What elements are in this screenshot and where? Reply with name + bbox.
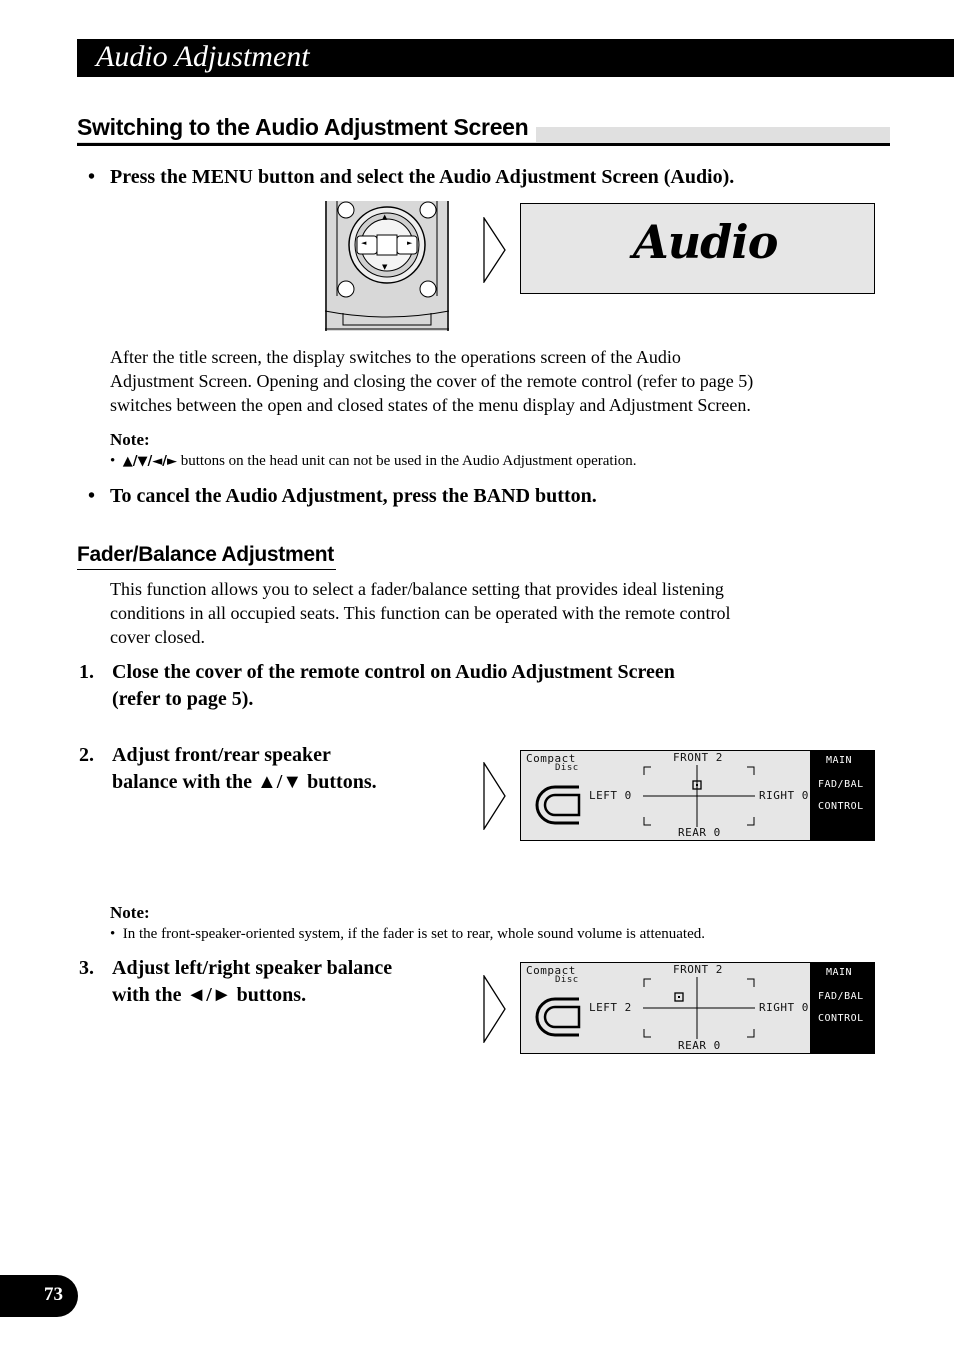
menu-item-main: MAIN xyxy=(826,755,853,766)
balance-grid xyxy=(639,973,759,1041)
page-title-bar xyxy=(77,39,954,77)
page-number-tab xyxy=(0,1275,78,1317)
arrow-right-icon xyxy=(483,217,507,283)
note-label: Note: xyxy=(110,430,150,449)
arrow-buttons-icon: ▲/▼/◄/► xyxy=(122,454,177,469)
arrow-right-icon xyxy=(483,975,507,1043)
menu-item-control: CONTROL xyxy=(818,801,864,812)
bullet-mark: • xyxy=(88,485,96,507)
left-level-label: LEFT 2 xyxy=(589,1001,632,1014)
intro-paragraph xyxy=(110,345,890,417)
step-3-text xyxy=(112,955,452,1009)
bullet-mark: • xyxy=(88,166,96,188)
note-front-speaker-system xyxy=(110,924,910,944)
fader-balance-display-front xyxy=(520,750,875,841)
section-heading-switching xyxy=(77,112,890,146)
menu-item-main: MAIN xyxy=(826,967,853,978)
step-line: balance with the ▲/▼ buttons. xyxy=(112,771,377,793)
source-sublabel: Disc xyxy=(555,763,579,773)
page-title: Audio Adjustment xyxy=(96,40,310,73)
step-2-text xyxy=(112,742,452,796)
front-level-label: FRONT 2 xyxy=(673,751,723,764)
front-level-label: FRONT 2 xyxy=(673,963,723,976)
left-level-label: LEFT 0 xyxy=(589,789,632,802)
section-heading-fader-balance: Fader/Balance Adjustment xyxy=(77,541,336,570)
instruction-press-menu: Press the MENU button and select the Audio Adjustment Screen (Audio). xyxy=(110,166,735,188)
source-sublabel: Disc xyxy=(555,975,579,985)
left-arrow-icon: ◄ xyxy=(361,239,367,247)
up-arrow-icon: ▲ xyxy=(382,213,388,221)
step-number: 1. xyxy=(79,661,94,683)
intro-paragraph-line: After the title screen, the display switches to the operations screen of the Audio xyxy=(110,347,681,367)
fader-paragraph xyxy=(110,577,890,649)
menu-panel xyxy=(810,963,874,1053)
step-line: (refer to page 5). xyxy=(112,688,254,710)
right-arrow-icon: ► xyxy=(407,239,413,247)
rear-level-label: REAR 0 xyxy=(678,826,721,839)
note-bullet: • xyxy=(110,453,116,469)
step-1-text xyxy=(112,659,872,713)
intro-paragraph-line: switches between the open and closed states of the menu display and Adjustment Screen. xyxy=(110,395,751,415)
step-line: Adjust left/right speaker balance xyxy=(112,957,393,979)
arrow-right-icon xyxy=(483,762,507,830)
right-level-label: RIGHT 0 xyxy=(759,789,809,802)
menu-item-fad-bal: FAD/BAL xyxy=(818,991,864,1002)
note-text: buttons on the head unit can not be used in the Audio Adjustment operation. xyxy=(180,453,637,469)
fader-paragraph-line: This function allows you to select a fader/balance setting that provides ideal listening xyxy=(110,579,724,599)
remote-control-illustration xyxy=(325,201,449,331)
rear-level-label: REAR 0 xyxy=(678,1039,721,1052)
note-bullet: • xyxy=(110,926,116,942)
right-level-label: RIGHT 0 xyxy=(759,1001,809,1014)
fader-balance-display-left xyxy=(520,962,875,1054)
source-label: Compact xyxy=(526,964,576,977)
menu-panel xyxy=(810,751,874,840)
note-head-unit-buttons xyxy=(110,451,890,472)
source-label: Compact xyxy=(526,752,576,765)
note-label: Note: xyxy=(110,903,150,922)
menu-item-fad-bal: FAD/BAL xyxy=(818,779,864,790)
page-number: 73 xyxy=(44,1284,63,1305)
step-line: with the ◄/► buttons. xyxy=(112,984,307,1006)
section-heading-text: Switching to the Audio Adjustment Screen xyxy=(77,112,536,142)
step-number: 3. xyxy=(79,957,94,979)
step-line: Close the cover of the remote control on Audio Adjustment Screen xyxy=(112,661,675,683)
fader-paragraph-line: conditions in all occupied seats. This function can be operated with the remote control xyxy=(110,603,731,623)
disc-icon xyxy=(527,777,581,833)
instruction-cancel: To cancel the Audio Adjustment, press the BAND button. xyxy=(110,485,597,507)
fader-paragraph-line: cover closed. xyxy=(110,627,205,647)
note-text: In the front-speaker-oriented system, if the fader is set to rear, whole sound volume is attenuated. xyxy=(122,926,706,942)
audio-title-screen xyxy=(520,203,875,294)
intro-paragraph-line: Adjustment Screen. Opening and closing the cover of the remote control (refer to page 5) xyxy=(110,371,754,391)
menu-item-control: CONTROL xyxy=(818,1013,864,1024)
audio-logo-text: Audio xyxy=(633,215,778,269)
disc-icon xyxy=(527,989,581,1045)
step-line: Adjust front/rear speaker xyxy=(112,744,331,766)
down-arrow-icon: ▼ xyxy=(382,263,388,271)
balance-grid xyxy=(639,761,759,829)
step-number: 2. xyxy=(79,744,94,766)
